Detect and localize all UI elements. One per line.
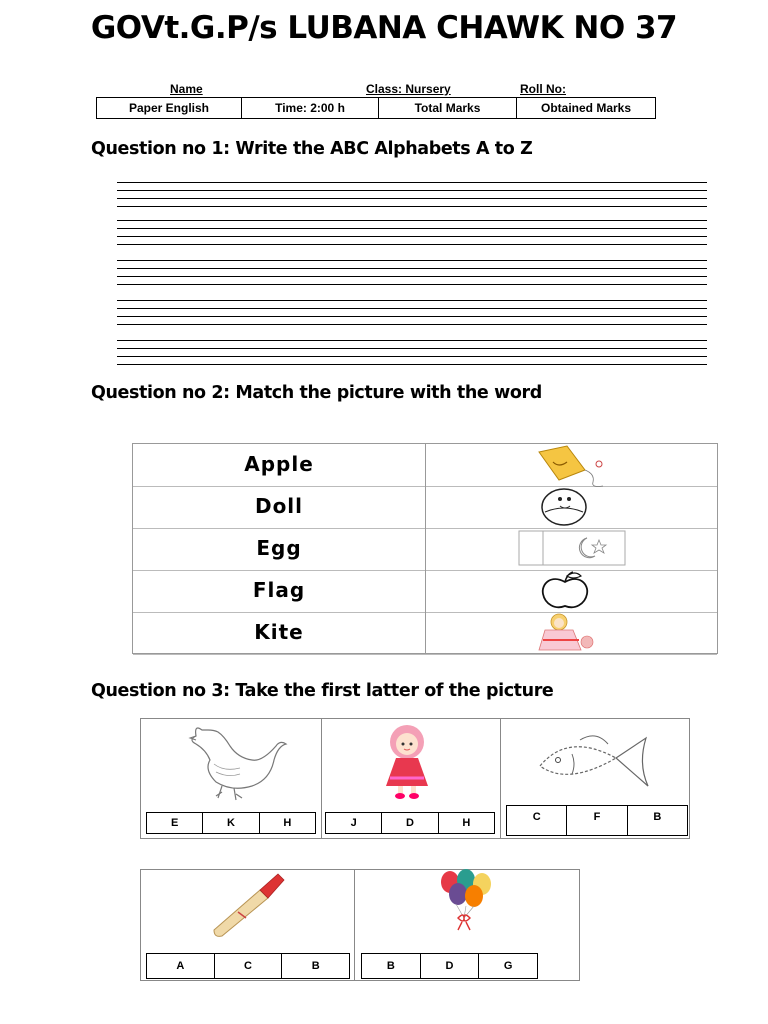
match-word: Apple [244,452,314,476]
egg-picture [533,486,593,528]
divider [354,869,355,981]
option-letter[interactable]: B [311,960,320,972]
answer-options-5 [361,953,538,979]
match-word: Kite [254,620,304,644]
question-3: Question no 3: Take the first latter of the picture [91,681,554,701]
fish-picture [536,726,656,798]
kite-picture [529,444,619,486]
match-row [133,612,717,655]
match-row [133,444,717,487]
option-letter[interactable]: A [147,954,215,978]
match-word: Egg [256,536,302,560]
option-letter[interactable]: B [362,954,421,978]
option-letter[interactable]: D [382,813,438,833]
option-letter[interactable]: G [503,960,513,972]
writing-rule-line [117,206,707,207]
match-word: Flag [252,578,306,602]
writing-rule-line [117,236,707,237]
writing-rule-line [117,244,707,245]
doll-picture [531,612,611,654]
writing-rule-line [117,300,707,301]
match-row [133,528,717,571]
question-2: Question no 2: Match the picture with the word [91,383,542,403]
writing-rule-line [117,268,707,269]
option-letter[interactable]: C [215,954,283,978]
option-letter[interactable]: D [421,954,480,978]
match-table [132,443,718,654]
school-title: GOVt.G.P/s LUBANA CHAWK NO 37 [90,10,678,46]
writing-rule-line [117,220,707,221]
flag-picture [517,528,627,570]
doll-girl-picture [372,722,442,802]
time-cell: Time: 2:00 h [242,98,379,118]
apple-picture [535,570,595,612]
total-marks-cell: Total Marks [379,98,517,118]
answer-options-3 [506,805,688,836]
question-1: Question no 1: Write the ABC Alphabets A to Z [91,139,533,159]
hen-picture [188,722,278,802]
writing-rule-line [117,260,707,261]
answer-options-2 [325,812,495,834]
writing-rule-line [117,340,707,341]
answer-options-1 [146,812,316,834]
option-letter[interactable]: H [283,817,292,829]
writing-rule-line [117,364,707,365]
option-letter[interactable]: F [567,806,627,835]
writing-rule-line [117,308,707,309]
option-letter[interactable]: C [507,806,567,835]
obtained-marks-cell: Obtained Marks [540,101,632,115]
answer-options-4 [146,953,350,979]
match-row [133,570,717,613]
divider [500,718,501,839]
writing-rule-line [117,356,707,357]
writing-rule-line [117,276,707,277]
roll-label: Roll No: [520,82,566,96]
match-word: Doll [254,494,304,518]
writing-rule-line [117,228,707,229]
paper-info-table [96,97,656,119]
writing-rule-line [117,316,707,317]
option-letter[interactable]: J [326,813,382,833]
writing-rule-line [117,198,707,199]
divider [321,718,322,839]
writing-rule-line [117,348,707,349]
writing-rule-line [117,324,707,325]
balloons-picture [436,870,496,936]
option-letter[interactable]: K [203,813,259,833]
option-letter[interactable]: E [147,813,203,833]
writing-rule-line [117,182,707,183]
option-letter[interactable]: B [653,811,662,823]
match-row [133,486,717,529]
cricket-bat-picture [208,872,288,936]
option-letter[interactable]: H [462,817,471,829]
writing-rule-line [117,284,707,285]
class-label: Class: Nursery [366,82,451,96]
paper-cell: Paper English [97,98,242,118]
name-label: Name [170,82,203,96]
writing-rule-line [117,190,707,191]
